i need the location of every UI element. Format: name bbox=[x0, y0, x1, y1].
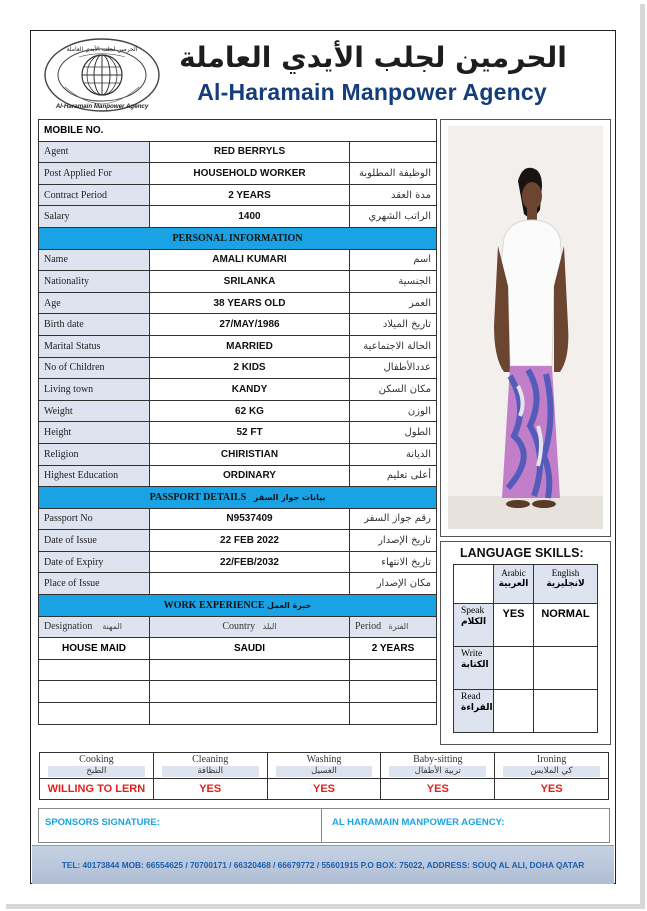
living-town-label-ar: مكان السكن bbox=[350, 379, 437, 401]
height-value: 52 FT bbox=[150, 422, 350, 444]
work-row-empty bbox=[39, 659, 437, 681]
skill-cleaning-header bbox=[153, 753, 267, 779]
skill-washing-value: YES bbox=[267, 779, 381, 800]
row-date-of-expiry bbox=[39, 551, 437, 573]
skill-cooking-header bbox=[40, 753, 154, 779]
designation-header bbox=[39, 616, 150, 638]
nationality-label: Nationality bbox=[39, 271, 150, 293]
contract-label: Contract Period bbox=[39, 184, 150, 206]
period-header-ar: الفترة bbox=[388, 622, 409, 632]
skill-babysitting-name: Baby-sitting bbox=[413, 754, 463, 765]
skill-cooking-value: WILLING TO LERN bbox=[40, 779, 154, 800]
post-value: HOUSEHOLD WORKER bbox=[150, 163, 350, 185]
page-shadow-right bbox=[640, 4, 645, 908]
contract-value: 2 YEARS bbox=[150, 184, 350, 206]
agent-value: RED BERRYLS bbox=[150, 141, 350, 163]
country-header-ar: البلد bbox=[262, 622, 277, 632]
language-row-read bbox=[454, 690, 598, 733]
work-period: 2 YEARS bbox=[350, 638, 437, 660]
row-age bbox=[39, 292, 437, 314]
passport-no-value: N9537409 bbox=[150, 508, 350, 530]
sponsor-signature-box bbox=[39, 809, 322, 842]
children-label: No of Children bbox=[39, 357, 150, 379]
page-shadow-bottom bbox=[6, 904, 645, 909]
post-label-ar: الوظيفة المطلوبة bbox=[350, 163, 437, 185]
write-label bbox=[454, 647, 494, 690]
nationality-value: SRILANKA bbox=[150, 271, 350, 293]
contact-details: TEL: 40173844 MOB: 66554625 / 70700171 / 66320468 / 66679772 / 55601915 P.O BOX: 75022, ADDRESS: SOUQ AL ALI, DOHA QATAR bbox=[61, 860, 585, 870]
religion-value: CHIRISTIAN bbox=[150, 443, 350, 465]
skills-header-row bbox=[40, 753, 609, 779]
write-label-ar: الكتابة bbox=[461, 660, 489, 670]
candidate-figure bbox=[448, 126, 603, 529]
period-header bbox=[350, 616, 437, 638]
passport-heading-ar: بيانات جواز السفر bbox=[253, 492, 326, 502]
marital-value: MARRIED bbox=[150, 335, 350, 357]
name-label-ar: اسم bbox=[350, 249, 437, 271]
place-of-issue-value bbox=[150, 573, 350, 595]
skill-babysitting-header bbox=[381, 753, 495, 779]
read-english-level bbox=[534, 690, 598, 733]
signature-area bbox=[38, 808, 610, 843]
row-living-town bbox=[39, 379, 437, 401]
skill-washing-header bbox=[267, 753, 381, 779]
skill-cleaning-name: Cleaning bbox=[192, 754, 229, 765]
arabic-column-header bbox=[494, 565, 534, 604]
issue-date-label-ar: تاريخ الإصدار bbox=[350, 530, 437, 552]
skill-cooking-ar: الطبخ bbox=[48, 766, 145, 777]
sponsor-signature-label: SPONSORS SIGNATURE: bbox=[45, 817, 160, 828]
row-nationality bbox=[39, 271, 437, 293]
work-country: SAUDI bbox=[150, 638, 350, 660]
row-name bbox=[39, 249, 437, 271]
row-agent bbox=[39, 141, 437, 163]
skill-washing-ar: الغسيل bbox=[276, 766, 373, 777]
read-arabic-level bbox=[494, 690, 534, 733]
english-header-ar: لانجليزية bbox=[546, 579, 585, 589]
agency-name-english: Al-Haramain Manpower Agency bbox=[197, 79, 547, 105]
nationality-label-ar: الجنسية bbox=[350, 271, 437, 293]
contact-footer bbox=[32, 845, 614, 884]
speak-label-en: Speak bbox=[461, 606, 485, 616]
designation-header-ar: المهنة bbox=[102, 622, 123, 632]
row-religion bbox=[39, 443, 437, 465]
salary-label: Salary bbox=[39, 206, 150, 228]
skill-ironing-name: Ironing bbox=[536, 754, 567, 765]
passport-no-label-ar: رقم جواز السفر bbox=[350, 508, 437, 530]
row-birth-date bbox=[39, 314, 437, 336]
religion-label: Religion bbox=[39, 443, 150, 465]
row-salary bbox=[39, 206, 437, 228]
speak-arabic-level: YES bbox=[494, 604, 534, 647]
period-header-en: Period bbox=[355, 621, 382, 633]
expiry-date-label: Date of Expiry bbox=[39, 551, 150, 573]
row-children bbox=[39, 357, 437, 379]
english-header-en: English bbox=[551, 568, 580, 578]
skill-ironing-header bbox=[495, 753, 609, 779]
passport-no-label: Passport No bbox=[39, 508, 150, 530]
work-row-empty bbox=[39, 681, 437, 703]
write-arabic-level bbox=[494, 647, 534, 690]
skill-cleaning-ar: النظافة bbox=[162, 766, 259, 777]
children-value: 2 KIDS bbox=[150, 357, 350, 379]
skill-babysitting-ar: تربية الأطفال bbox=[389, 766, 486, 777]
work-row bbox=[39, 638, 437, 660]
language-skills-title: LANGUAGE SKILLS: bbox=[460, 546, 584, 560]
row-weight bbox=[39, 400, 437, 422]
height-label: Height bbox=[39, 422, 150, 444]
language-skills-box bbox=[440, 541, 611, 745]
skills-value-row bbox=[40, 779, 609, 800]
photo-frame bbox=[440, 119, 611, 537]
children-label-ar: عددالأطفال bbox=[350, 357, 437, 379]
work-experience-heading bbox=[39, 595, 437, 617]
living-town-label: Living town bbox=[39, 379, 150, 401]
read-label-ar: القراءة bbox=[461, 703, 493, 713]
place-of-issue-label: Place of Issue bbox=[39, 573, 150, 595]
skill-cooking-name: Cooking bbox=[79, 754, 114, 765]
skill-ironing-value: YES bbox=[495, 779, 609, 800]
weight-label: Weight bbox=[39, 400, 150, 422]
agency-signature-label: AL HARAMAIN MANPOWER AGENCY: bbox=[332, 817, 505, 828]
post-label: Post Applied For bbox=[39, 163, 150, 185]
language-row-speak bbox=[454, 604, 598, 647]
read-label-en: Read bbox=[461, 692, 481, 702]
age-label: Age bbox=[39, 292, 150, 314]
row-height bbox=[39, 422, 437, 444]
row-post-applied bbox=[39, 163, 437, 185]
issue-date-label: Date of Issue bbox=[39, 530, 150, 552]
designation-header-en: Designation bbox=[44, 621, 93, 633]
arabic-header-en: Arabic bbox=[501, 568, 526, 578]
speak-label bbox=[454, 604, 494, 647]
write-english-level bbox=[534, 647, 598, 690]
religion-label-ar: الديانة bbox=[350, 443, 437, 465]
marital-label: Marital Status bbox=[39, 335, 150, 357]
english-column-header bbox=[534, 565, 598, 604]
write-label-en: Write bbox=[461, 649, 483, 659]
country-header-en: Country bbox=[222, 621, 256, 633]
speak-english-level: NORMAL bbox=[534, 604, 598, 647]
speak-label-ar: الكلام bbox=[461, 617, 487, 627]
read-label bbox=[454, 690, 494, 733]
place-of-issue-label-ar: مكان الإصدار bbox=[350, 573, 437, 595]
logo-text-ar: الحرمين لجلب الأيدي العاملة bbox=[66, 46, 138, 53]
name-value: AMALI KUMARI bbox=[150, 249, 350, 271]
salary-label-ar: الراتب الشهري bbox=[350, 206, 437, 228]
row-contract-period bbox=[39, 184, 437, 206]
agent-label-ar bbox=[350, 141, 437, 163]
contract-label-ar: مدة العقد bbox=[350, 184, 437, 206]
expiry-date-value: 22/FEB/2032 bbox=[150, 551, 350, 573]
issue-date-value: 22 FEB 2022 bbox=[150, 530, 350, 552]
work-heading-en: WORK EXPERIENCE bbox=[163, 599, 265, 611]
birth-date-value: 27/MAY/1986 bbox=[150, 314, 350, 336]
country-header bbox=[150, 616, 350, 638]
education-label-ar: أعلى تعليم bbox=[350, 465, 437, 487]
skill-ironing-ar: كي الملابس bbox=[503, 766, 600, 777]
biodata-table bbox=[38, 119, 437, 725]
living-town-value: KANDY bbox=[150, 379, 350, 401]
agent-label: Agent bbox=[39, 141, 150, 163]
personal-info-heading: PERSONAL INFORMATION bbox=[39, 227, 437, 249]
row-date-of-issue bbox=[39, 530, 437, 552]
language-row-write bbox=[454, 647, 598, 690]
work-heading-ar: خبرة العمل bbox=[267, 600, 312, 610]
salary-value: 1400 bbox=[150, 206, 350, 228]
work-column-headers bbox=[39, 616, 437, 638]
name-label: Name bbox=[39, 249, 150, 271]
education-value: ORDINARY bbox=[150, 465, 350, 487]
weight-label-ar: الوزن bbox=[350, 400, 437, 422]
skill-cleaning-value: YES bbox=[153, 779, 267, 800]
age-label-ar: العمر bbox=[350, 292, 437, 314]
row-education bbox=[39, 465, 437, 487]
expiry-date-label-ar: تاريخ الانتهاء bbox=[350, 551, 437, 573]
candidate-photo bbox=[448, 126, 603, 529]
education-label: Highest Education bbox=[39, 465, 150, 487]
weight-value: 62 KG bbox=[150, 400, 350, 422]
row-marital-status bbox=[39, 335, 437, 357]
birth-date-label-ar: تاريخ الميلاد bbox=[350, 314, 437, 336]
agency-name-arabic: الحرمين لجلب الأيدي العاملة bbox=[179, 41, 567, 74]
age-value: 38 YEARS OLD bbox=[150, 292, 350, 314]
arabic-header-ar: العربية bbox=[498, 579, 529, 589]
work-designation: HOUSE MAID bbox=[39, 638, 150, 660]
skill-babysitting-value: YES bbox=[381, 779, 495, 800]
skill-washing-name: Washing bbox=[306, 754, 342, 765]
passport-details-heading bbox=[39, 487, 437, 509]
passport-heading-en: PASSPORT DETAILS bbox=[149, 491, 247, 503]
birth-date-label: Birth date bbox=[39, 314, 150, 336]
work-row-empty bbox=[39, 703, 437, 725]
agency-logo bbox=[43, 37, 161, 113]
skills-table bbox=[39, 752, 609, 800]
marital-label-ar: الحالة الاجتماعية bbox=[350, 335, 437, 357]
logo-text-en: Al-Haramain Manpower Agency bbox=[55, 103, 149, 110]
mobile-number-row: MOBILE NO. bbox=[39, 120, 437, 142]
row-place-of-issue bbox=[39, 573, 437, 595]
row-passport-no bbox=[39, 508, 437, 530]
height-label-ar: الطول bbox=[350, 422, 437, 444]
language-skills-table bbox=[453, 564, 598, 733]
